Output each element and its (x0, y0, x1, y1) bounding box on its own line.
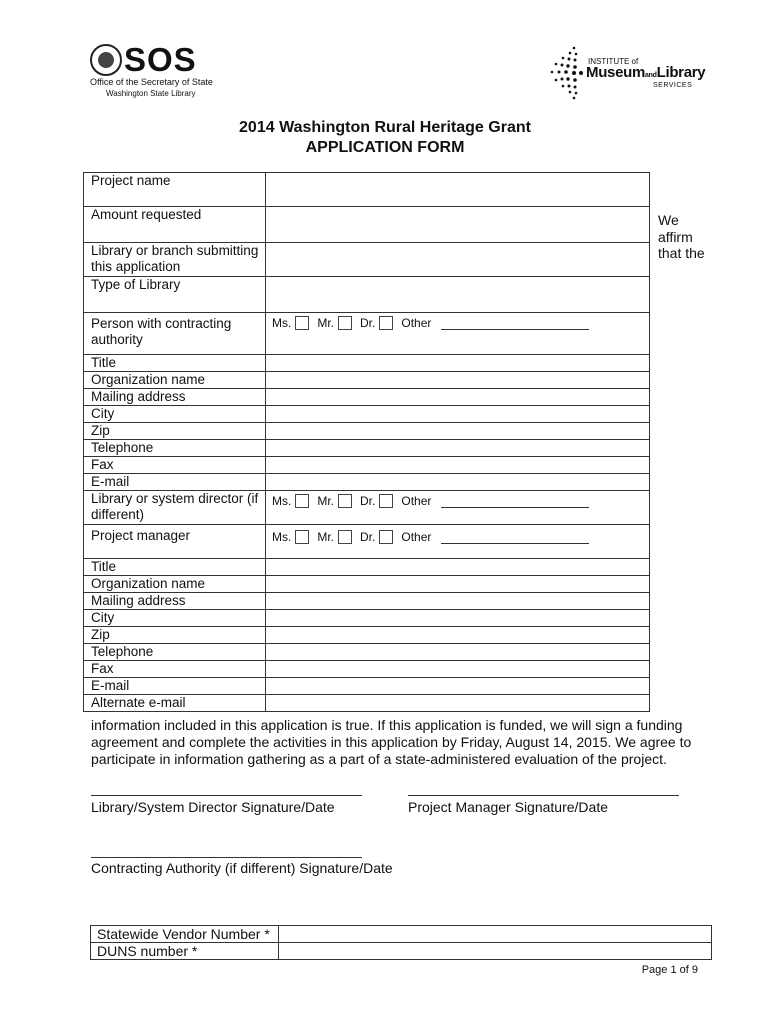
director-field[interactable] (266, 491, 650, 525)
contact-row (84, 474, 650, 491)
contact-row (84, 661, 650, 678)
field-label: Alternate e-mail (84, 695, 266, 712)
contact-row (84, 610, 650, 627)
contact-field[interactable] (266, 593, 650, 610)
contact-block-1 (84, 355, 650, 491)
field-label: E-mail (84, 474, 266, 491)
contact-field[interactable] (266, 474, 650, 491)
other-label: Other (401, 316, 432, 330)
contact-row (84, 355, 650, 372)
contact-row (84, 389, 650, 406)
field-label: City (84, 406, 266, 423)
salutation-options (266, 491, 649, 509)
alternate-email-field[interactable] (266, 695, 650, 712)
form-row-project-name (84, 173, 650, 207)
contact-row (84, 644, 650, 661)
mr-checkbox[interactable] (338, 494, 352, 508)
form-row-alternate-email (84, 695, 650, 712)
duns-row (91, 943, 712, 960)
ms-checkbox[interactable] (295, 494, 309, 508)
affirmation-paragraph: information included in this application is true. If this application is funded, we will sign a funding agreement and complete the activities in this application by Friday, August 14, 2015. We agree to participate in information gathering as a part of a state-administered evaluation of the project. (91, 717, 692, 767)
field-label: DUNS number * (91, 943, 279, 960)
salutation-options (266, 525, 649, 545)
project-name-field[interactable] (266, 173, 650, 207)
contracting-signature-label: Contracting Authority (if different) Signature/Date (91, 860, 393, 876)
field-label: Project name (84, 173, 266, 207)
contact-row (84, 423, 650, 440)
contracting-signature-line[interactable] (91, 857, 362, 858)
field-label: Amount requested (84, 207, 266, 243)
contact-row (84, 440, 650, 457)
form-row-director (84, 491, 650, 525)
contact-field[interactable] (266, 440, 650, 457)
mr-label: Mr. (317, 494, 335, 508)
mr-checkbox[interactable] (338, 316, 352, 330)
field-label: Library or system director (if different) (84, 491, 266, 525)
ms-label: Ms. (272, 494, 292, 508)
contact-field[interactable] (266, 644, 650, 661)
state-seal-icon (90, 44, 122, 76)
contact-row (84, 627, 650, 644)
imls-starburst-icon (548, 44, 584, 102)
contact-field[interactable] (266, 406, 650, 423)
contact-field[interactable] (266, 355, 650, 372)
form-row-project-manager (84, 525, 650, 559)
contact-row (84, 678, 650, 695)
other-input[interactable] (441, 531, 589, 544)
form-row-library-type (84, 277, 650, 313)
contact-field[interactable] (266, 576, 650, 593)
sos-wordmark: SOS (124, 41, 197, 78)
field-label: Mailing address (84, 389, 266, 406)
application-form-table (83, 172, 650, 712)
dr-label: Dr. (360, 530, 376, 544)
contact-field[interactable] (266, 457, 650, 474)
field-label: Zip (84, 627, 266, 644)
mr-checkbox[interactable] (338, 530, 352, 544)
library-type-field[interactable] (266, 277, 650, 313)
contact-field[interactable] (266, 372, 650, 389)
dr-checkbox[interactable] (379, 316, 393, 330)
library-branch-field[interactable] (266, 243, 650, 277)
field-label: Zip (84, 423, 266, 440)
imls-services-label: SERVICES (653, 82, 693, 89)
contact-field[interactable] (266, 559, 650, 576)
other-label: Other (401, 530, 432, 544)
manager-signature-line[interactable] (408, 795, 679, 796)
page-number: Page 1 of 9 (641, 964, 698, 976)
contracting-person-field[interactable] (266, 313, 650, 355)
sos-office-label: Office of the Secretary of State (90, 77, 213, 87)
contact-row (84, 559, 650, 576)
contact-field[interactable] (266, 423, 650, 440)
ms-checkbox[interactable] (295, 530, 309, 544)
imls-logo (548, 44, 706, 102)
duns-number-field[interactable] (279, 943, 712, 960)
imls-wordmark: MuseumandLibrary (586, 64, 706, 81)
dr-label: Dr. (360, 494, 376, 508)
field-label: Title (84, 559, 266, 576)
mr-label: Mr. (317, 530, 335, 544)
contact-field[interactable] (266, 661, 650, 678)
contact-field[interactable] (266, 678, 650, 695)
manager-signature-label: Project Manager Signature/Date (408, 799, 608, 815)
form-row-library-branch (84, 243, 650, 277)
director-signature-line[interactable] (91, 795, 362, 796)
vendor-number-field[interactable] (279, 926, 712, 943)
ms-checkbox[interactable] (295, 316, 309, 330)
contact-row (84, 576, 650, 593)
field-label: E-mail (84, 678, 266, 695)
vendor-row (91, 926, 712, 943)
vendor-table (90, 925, 712, 960)
field-label: Mailing address (84, 593, 266, 610)
other-input[interactable] (441, 495, 589, 508)
field-label: Library or branch submitting this application (84, 243, 266, 277)
imls-institute-label: INSTITUTE of (588, 57, 639, 66)
field-label: Organization name (84, 576, 266, 593)
field-label: Title (84, 355, 266, 372)
ms-label: Ms. (272, 530, 292, 544)
field-label: Project manager (84, 525, 266, 559)
amount-requested-field[interactable] (266, 207, 650, 243)
contact-row (84, 406, 650, 423)
form-title: 2014 Washington Rural Heritage Grant (239, 119, 531, 136)
sos-logo (90, 41, 215, 102)
director-signature-label: Library/System Director Signature/Date (91, 799, 335, 815)
contact-row (84, 457, 650, 474)
contact-field[interactable] (266, 389, 650, 406)
field-label: Person with contracting authority (84, 313, 266, 355)
field-label: Organization name (84, 372, 266, 389)
dr-checkbox[interactable] (379, 494, 393, 508)
sos-library-label: Washington State Library (106, 89, 196, 98)
other-label: Other (401, 494, 432, 508)
mr-label: Mr. (317, 316, 335, 330)
field-label: Telephone (84, 644, 266, 661)
contact-block-2 (84, 559, 650, 695)
contact-field[interactable] (266, 610, 650, 627)
affirmation-side-text: We affirm that the (658, 212, 705, 261)
field-label: Fax (84, 661, 266, 678)
dr-label: Dr. (360, 316, 376, 330)
field-label: Telephone (84, 440, 266, 457)
field-label: Fax (84, 457, 266, 474)
project-manager-field[interactable] (266, 525, 650, 559)
ms-label: Ms. (272, 316, 292, 330)
form-row-contracting-person (84, 313, 650, 355)
other-input[interactable] (441, 317, 589, 330)
field-label: Statewide Vendor Number * (91, 926, 279, 943)
dr-checkbox[interactable] (379, 530, 393, 544)
contact-row (84, 372, 650, 389)
form-row-amount (84, 207, 650, 243)
field-label: Type of Library (84, 277, 266, 313)
contact-row (84, 593, 650, 610)
salutation-options (266, 313, 649, 331)
field-label: City (84, 610, 266, 627)
form-subtitle: APPLICATION FORM (305, 139, 465, 156)
contact-field[interactable] (266, 627, 650, 644)
